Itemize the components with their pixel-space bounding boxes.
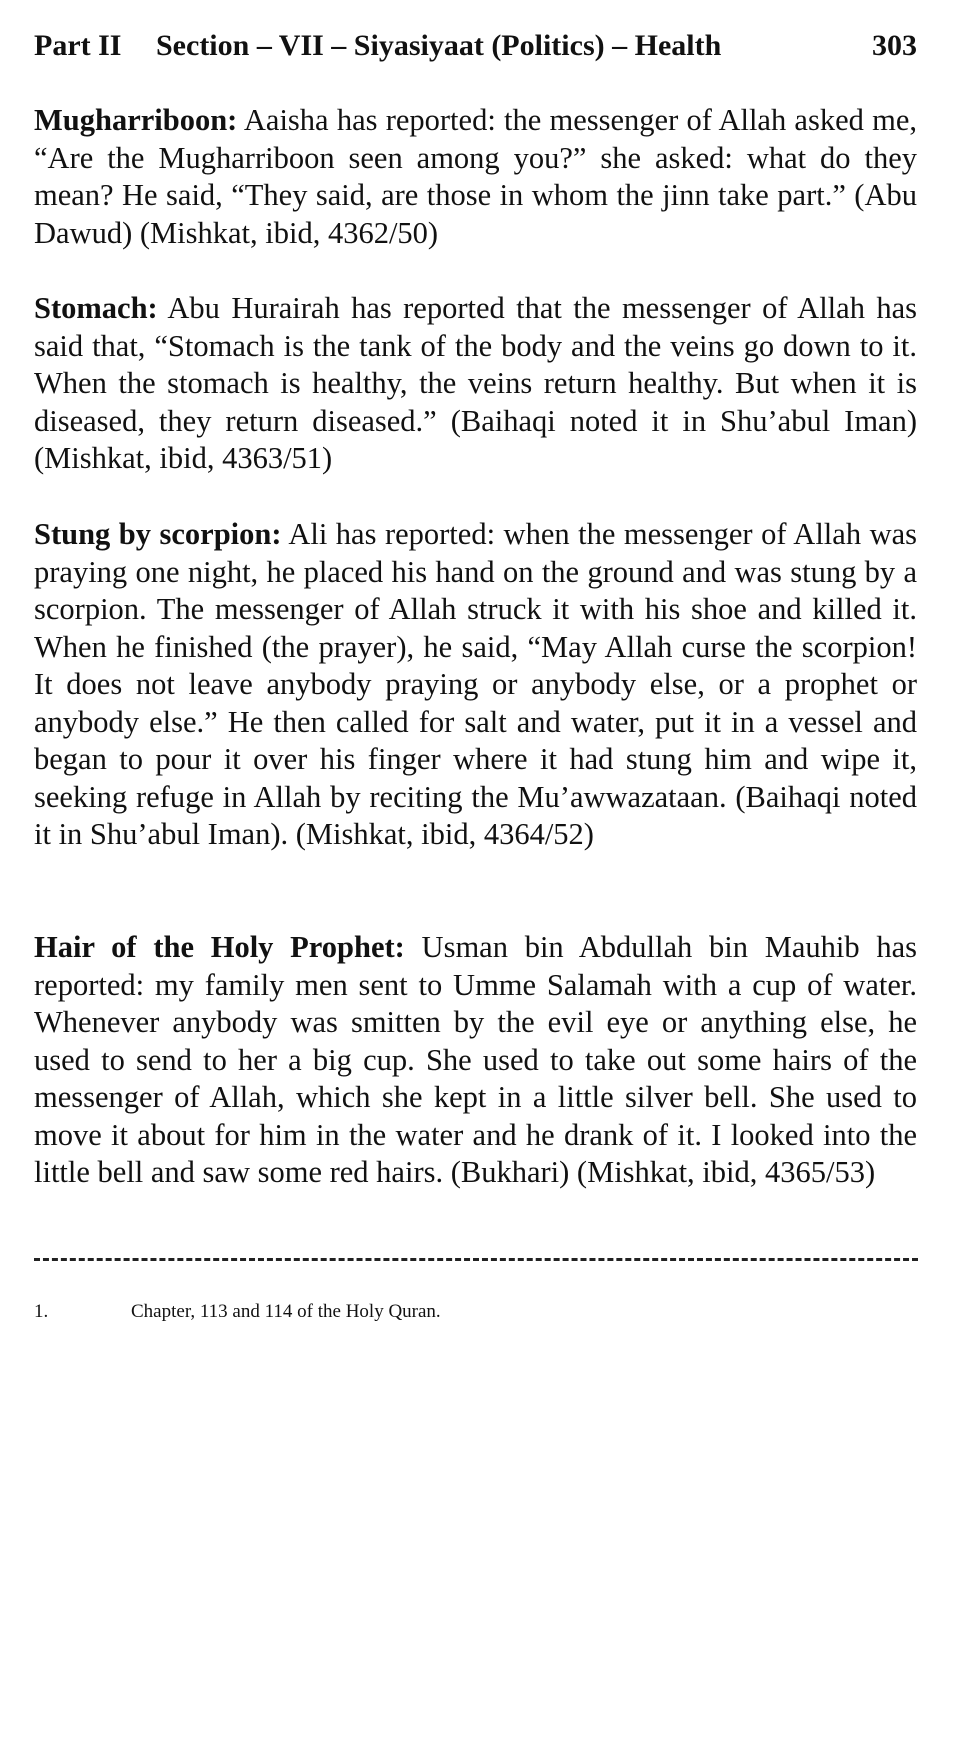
- paragraph-stomach: [34, 290, 917, 478]
- paragraph-text: Aaisha has reported: the messenger of Allah asked me, “Are the Mugharriboon seen among you?” she asked: what do they mean? He said, “They said, are those in whom the jinn take part.” (Abu Dawud) (Mishkat, ibid, 4362/50): [34, 103, 917, 250]
- paragraph-text: Abu Hurairah has reported that the messenger of Allah has said that, “Stomach is the tank of the body and the veins go down to it. When the stomach is healthy, the veins return healthy. But when it is diseased, they return diseased.” (Baihaqi noted it in Shu’abul Iman) (Mishkat, ibid, 4363/51): [34, 291, 917, 475]
- paragraph-title: Hair of the Holy Prophet:: [34, 930, 405, 964]
- paragraph-text: Ali has reported: when the messenger of Allah was praying one night, he placed his hand on the ground and was stung by a scorpion. The messenger of Allah struck it with his shoe and killed it. When he finished (the prayer), he said, “May Allah curse the scorpion! It does not leave anybody praying or anybody else, or a prophet or anybody else.” He then called for salt and water, put it in a vessel and began to pour it over his finger where it had stung him and wipe it, seeking refuge in Allah by reciting the Mu’awwazataan. (Baihaqi noted it in Shu’abul Iman). (Mishkat, ibid, 4364/52): [34, 517, 917, 851]
- page-number: 303: [872, 29, 917, 62]
- paragraph-title: Stung by scorpion:: [34, 517, 282, 551]
- header-left: [34, 24, 721, 68]
- footnote-divider: [34, 1258, 918, 1261]
- footnote: [34, 1300, 441, 1324]
- paragraph-title: Mugharriboon:: [34, 103, 238, 137]
- paragraph-title: Stomach:: [34, 291, 158, 325]
- footnote-text: Chapter, 113 and 114 of the Holy Quran.: [131, 1301, 441, 1322]
- paragraph-hair-of-the-holy-prophet: [34, 929, 917, 1192]
- header-part: Part II: [34, 29, 122, 62]
- paragraph-stung-by-scorpion: [34, 516, 917, 854]
- header-section: Section – VII – Siyasiyaat (Politics) – Health: [156, 29, 722, 62]
- paragraph-mugharriboon: [34, 102, 917, 252]
- paragraph-text: Usman bin Abdullah bin Mauhib has reported: my family men sent to Umme Salamah with a cup of water. Whenever anybody was smitten by the evil eye or anything else, he used to send to her a big cup. She used to take out some hairs of the messenger of Allah, which she kept in a little silver bell. She used to move it about for him in the water and he drank of it. I looked into the little bell and saw some red hairs. (Bukhari) (Mishkat, ibid, 4365/53): [34, 930, 917, 1189]
- footnote-number: 1.: [34, 1301, 49, 1322]
- running-header: [34, 24, 917, 68]
